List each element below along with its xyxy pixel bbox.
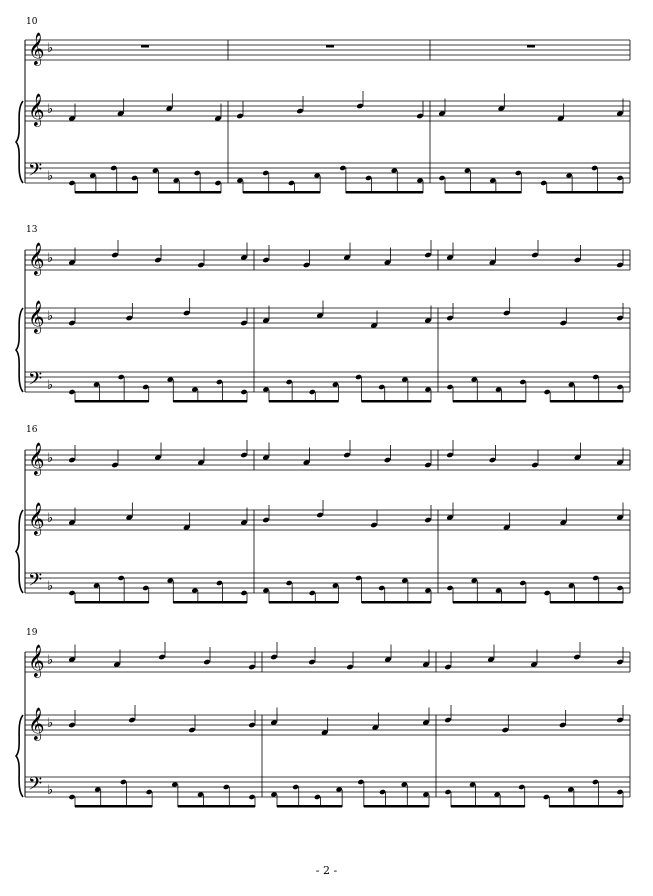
note-head — [194, 170, 201, 176]
treble-clef-icon: 𝄞 — [28, 502, 45, 535]
measure-number-system-2: 13 — [26, 225, 38, 235]
note-head — [68, 590, 75, 596]
note-head — [438, 175, 445, 181]
note-head — [519, 379, 526, 385]
note-head — [262, 170, 269, 176]
bass-clef-icon: 𝄢 — [28, 774, 43, 799]
beam — [269, 601, 338, 604]
whole-rest — [326, 45, 334, 48]
beam — [75, 805, 152, 808]
note-head — [518, 784, 525, 790]
note-head — [216, 580, 223, 586]
beam — [75, 191, 138, 194]
beam — [362, 400, 431, 403]
beam — [277, 805, 342, 808]
flat-key-signature-icon: ♭ — [47, 41, 54, 56]
note-head — [519, 580, 526, 586]
note-head — [68, 389, 75, 395]
note-head — [339, 165, 346, 171]
whole-rest — [141, 45, 149, 48]
note-head — [248, 794, 255, 800]
note-head — [378, 384, 385, 390]
note-head — [357, 779, 364, 785]
note-head — [540, 180, 547, 186]
beam — [362, 601, 431, 604]
page-number: - 2 - — [315, 864, 338, 877]
bass-clef-icon: 𝄢 — [28, 160, 43, 185]
note-head — [616, 585, 623, 591]
brace — [16, 101, 23, 183]
whole-rest — [527, 45, 535, 48]
note-head — [543, 794, 550, 800]
note-head — [444, 789, 451, 795]
beam — [550, 601, 623, 604]
measure-number-system-1: 10 — [26, 17, 38, 27]
note-head — [131, 175, 138, 181]
note-head — [378, 585, 385, 591]
note-head — [146, 789, 153, 795]
note-head — [68, 794, 75, 800]
flat-key-signature-icon: ♭ — [47, 783, 54, 798]
note-head — [142, 384, 149, 390]
note-head — [446, 585, 453, 591]
bass-clef-icon: 𝄢 — [28, 369, 43, 394]
flat-key-signature-icon: ♭ — [47, 102, 54, 117]
note-head — [355, 374, 362, 380]
brace — [16, 308, 23, 392]
note-head — [118, 374, 125, 380]
beam — [453, 601, 526, 604]
note-head — [309, 590, 316, 596]
beam — [158, 191, 221, 194]
note-head — [214, 180, 221, 186]
treble-clef-icon: 𝄞 — [28, 93, 45, 126]
beam — [178, 805, 255, 808]
note-head — [240, 590, 247, 596]
note-head — [592, 779, 599, 785]
brace — [16, 510, 23, 593]
treble-clef-icon: 𝄞 — [28, 442, 45, 475]
flat-key-signature-icon: ♭ — [47, 716, 54, 731]
note-head — [446, 384, 453, 390]
beam — [75, 601, 149, 604]
note-head — [379, 789, 386, 795]
note-head — [68, 180, 75, 186]
beam — [269, 400, 338, 403]
brace — [16, 715, 23, 797]
note-head — [286, 379, 293, 385]
note-head — [355, 575, 362, 581]
note-head — [544, 590, 551, 596]
beam — [453, 400, 526, 403]
beam — [445, 191, 521, 194]
note-head — [309, 389, 316, 395]
note-head — [616, 789, 623, 795]
note-head — [515, 170, 522, 176]
beam — [550, 400, 623, 403]
note-head — [118, 575, 125, 581]
measure-number-system-3: 16 — [26, 425, 38, 435]
treble-clef-icon: 𝄞 — [28, 32, 45, 65]
flat-key-signature-icon: ♭ — [47, 309, 54, 324]
note-head — [616, 384, 623, 390]
note-head — [288, 180, 295, 186]
note-head — [240, 389, 247, 395]
flat-key-signature-icon: ♭ — [47, 169, 54, 184]
treble-clef-icon: 𝄞 — [28, 644, 45, 677]
flat-key-signature-icon: ♭ — [47, 378, 54, 393]
note-head — [592, 575, 599, 581]
beam — [173, 400, 247, 403]
note-head — [286, 580, 293, 586]
beam — [173, 601, 247, 604]
flat-key-signature-icon: ♭ — [47, 579, 54, 594]
beam — [346, 191, 423, 194]
note-head — [544, 389, 551, 395]
treble-clef-icon: 𝄞 — [28, 300, 45, 333]
flat-key-signature-icon: ♭ — [47, 511, 54, 526]
treble-clef-icon: 𝄞 — [28, 242, 45, 275]
flat-key-signature-icon: ♭ — [47, 251, 54, 266]
note-head — [314, 794, 321, 800]
note-head — [616, 175, 623, 181]
note-head — [216, 379, 223, 385]
beam — [547, 191, 623, 194]
beam — [451, 805, 525, 808]
beam — [243, 191, 320, 194]
note-head — [110, 165, 117, 171]
beam — [364, 805, 429, 808]
measure-number-system-4: 19 — [26, 628, 38, 638]
note-head — [292, 784, 299, 790]
flat-key-signature-icon: ♭ — [47, 451, 54, 466]
note-head — [142, 585, 149, 591]
note-head — [223, 784, 230, 790]
bass-clef-icon: 𝄢 — [28, 570, 43, 595]
note-head — [591, 165, 598, 171]
treble-clef-icon: 𝄞 — [28, 707, 45, 740]
note-head — [592, 374, 599, 380]
beam — [75, 400, 149, 403]
note-head — [365, 175, 372, 181]
beam — [549, 805, 623, 808]
flat-key-signature-icon: ♭ — [47, 653, 54, 668]
note-head — [120, 779, 127, 785]
